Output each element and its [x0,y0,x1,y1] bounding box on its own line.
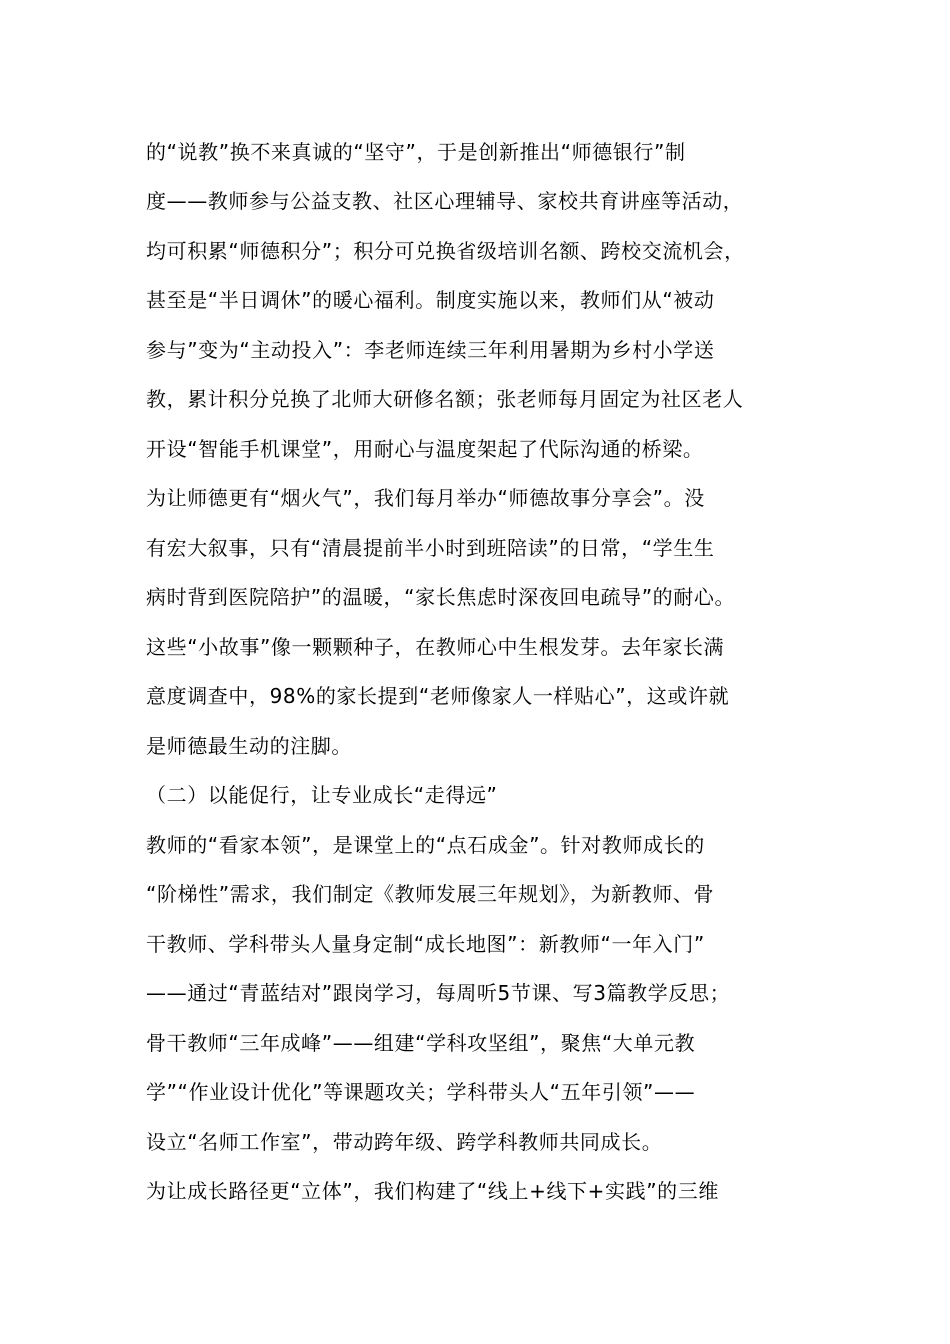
text-line: 开设“智能手机课堂”，用耐心与温度架起了代际沟通的桥梁。 [146,437,704,461]
text-line: 病时背到医院陪护”的温暖，“家长焦虑时深夜回电疏导”的耐心。 [146,585,736,609]
text-line: 为让师德更有“烟火气”，我们每月举办“师德故事分享会”。没 [146,486,705,510]
text-line: 是师德最生动的注脚。 [146,734,352,758]
text-line: 设立“名师工作室”，带动跨年级、跨学科教师共同成长。 [146,1130,663,1154]
text-line: ——通过“青蓝结对”跟岗学习，每周听5节课、写3篇教学反思； [146,981,731,1005]
text-line: 学”“作业设计优化”等课题攻关；学科带头人“五年引领”—— [146,1080,696,1104]
text-line: 有宏大叙事，只有“清晨提前半小时到班陪读”的日常，“学生生 [146,536,715,560]
text-line: 均可积累“师德积分”；积分可兑换省级培训名额、跨校交流机会， [146,239,745,263]
text-line: 的“说教”换不来真诚的“坚守”，于是创新推出“师德银行”制 [146,140,686,164]
text-line: 干教师、学科带头人量身定制“成长地图”：新教师“一年入门” [146,932,705,956]
text-line: 意度调查中，98%的家长提到“老师像家人一样贴心”，这或许就 [146,684,730,708]
text-line: 为让成长路径更“立体”，我们构建了“线上+线下+实践”的三维 [146,1179,719,1203]
text-line: 骨干教师“三年成峰”——组建“学科攻坚组”，聚焦“大单元教 [146,1031,696,1055]
text-line: 这些“小故事”像一颗颗种子，在教师心中生根发芽。去年家长满 [146,635,725,659]
text-line: 教师的“看家本领”，是课堂上的“点石成金”。针对教师成长的 [146,833,705,857]
text-line: 参与”变为“主动投入”：李老师连续三年利用暑期为乡村小学送 [146,338,715,362]
text-line: “阶梯性”需求，我们制定《教师发展三年规划》，为新教师、骨 [146,882,715,906]
text-line: 教，累计积分兑换了北师大研修名额；张老师每月固定为社区老人 [146,387,744,411]
text-line: 度——教师参与公益支教、社区心理辅导、家校共育讲座等活动， [146,189,744,213]
section-heading: （二）以能促行，让专业成长“走得远” [146,783,498,807]
text-line: 甚至是“半日调休”的暖心福利。制度实施以来，教师们从“被动 [146,288,715,312]
